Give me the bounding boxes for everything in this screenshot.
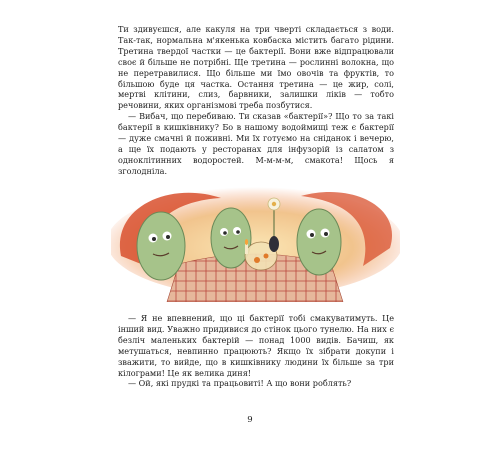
paragraph-2: — Вибач, що перебиваю. Ти сказав «бактерії»? Що то за такі бактерії в кишківнику? Бо в нашому водоймищі теж є бактерії — дуже смачні й поживні. Ми їх готуємо на сніданок і вечерю, а ще їх подають у ресторанах для інфузорій із салатом з одноклітинних водоростей. М-м-м-м, смакота! Щось я зголодніла. bbox=[118, 111, 394, 176]
character-right bbox=[297, 209, 341, 275]
bottom-text-block bbox=[118, 313, 394, 389]
candle bbox=[245, 239, 248, 254]
paragraph-1: Ти здивуєшся, але какуля на три чверті складається з води. Так-так, нормальна м'якенька ковбаска містить багато рідини. Третина твердої частки — це бактерії. Вони вже відпрацювали своє й більше не потрібні. Ще третина — рослинні волокна, що не перетравилися. Що більше ми їмо овочів та фруктів, то більшою буде ця частка. Остання третина — це жир, солі, мертві клітини, слиз, барвники, залишки ліків — тобто речовини, яких організмові треба позбутися. bbox=[118, 24, 394, 111]
top-text-block bbox=[118, 24, 394, 177]
illustration bbox=[111, 186, 400, 302]
paragraph-3: — Я не впевнений, що ці бактерії тобі смакуватимуть. Це інший вид. Уважно придивися до стінок цього тунелю. На них є безліч маленьких бактерій — понад 1000 видів. Бачиш, як метушаться, невпинно працюють? Якщо їх зібрати докупи і зважити, то вийде, що в кишківнику людини їх більше за три кілограми! Це як велика диня! bbox=[118, 313, 394, 378]
paragraph-4: — Ой, які прудкі та працьовиті! А що вони роблять? bbox=[128, 378, 352, 389]
page-number: 9 bbox=[247, 415, 253, 425]
character-left bbox=[137, 212, 185, 280]
